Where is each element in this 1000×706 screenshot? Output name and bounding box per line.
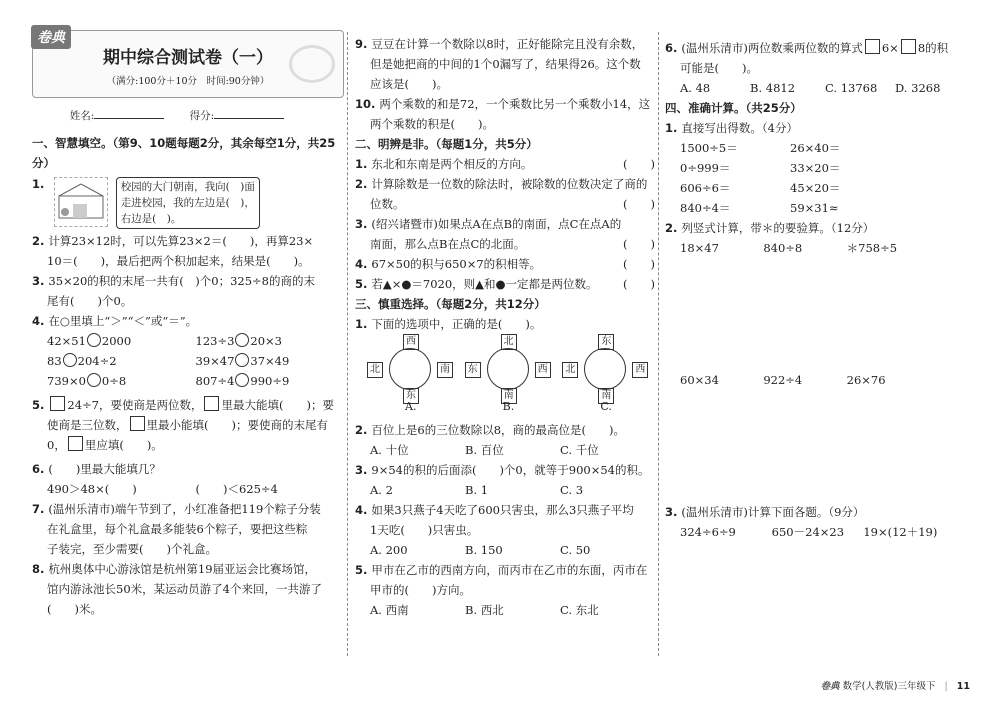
cloud-decoration-icon bbox=[289, 45, 335, 83]
exam-header bbox=[32, 30, 344, 98]
compass-option-c[interactable]: 东 北 西 南 C. bbox=[560, 334, 650, 416]
work-space[interactable] bbox=[665, 258, 975, 370]
judge-1: 1. 东北和东南是两个相反的方向。 ( ) bbox=[355, 157, 655, 171]
compass-option-b[interactable]: 北 东 西 南 B. bbox=[463, 334, 553, 416]
calc-2: 2. 列竖式计算，带＊的要验算。（12分） bbox=[665, 221, 875, 235]
score-label: 得分: bbox=[189, 110, 215, 122]
column-left: 卷典 期中综合测试卷（一） （满分:100分＋10分 时间:90分钟） 姓名: 得分: 一、智慧填空。（第9、10题每题2分，其余每空1分，共25分） 1. 校园的大门朝南，我向( )面 走进校园，我的左边是( )， 右边是( )。 2. 计算23×12时，可以先算23×2＝( )，再算23× 10＝( )，最后把两个积加起来，结果是( )。 3. 35×20的积的末尾一共有( )个0；325÷8的商的末 尾有( )个0。 4. 在○里填上“＞”“＜”或“＝”。 42×51 2000 123÷3 20×3 83 204÷2 39×47 37×49 739×0 0÷8 807÷4 990÷9 5. 24÷7，要使商是两位数， 里最大能填( )；要 使商是三位数， 里最小能填( )；要使商的末尾有 0， 里应填( )。 6. ( )里最大能填几？ 490＞48×( ) ( )＜625÷4 7. (温州乐清市)端午节到了，小红准备把119个粽子分装 在礼盒里，每个礼盒最多能装6个粽子，要把这些粽 子装完，至少需要( )个礼盒。 8. 杭州奥体中心游泳馆是杭州第19届亚运会比赛场馆， 馆内游泳池长50米，某运动员游了4个来回，一共游了 ( )米。 bbox=[32, 30, 344, 619]
section-2-heading: 二、明辨是非。（每题1分，共5分） bbox=[355, 137, 538, 151]
exam-subtitle: （满分:100分＋10分 时间:90分钟） bbox=[106, 76, 270, 87]
name-blank[interactable] bbox=[94, 118, 164, 119]
q4-row: 42×51 2000 123÷3 20×3 bbox=[47, 334, 282, 348]
q3: 3. 35×20的积的末尾一共有( )个0；325÷8的商的末 bbox=[32, 274, 315, 288]
q4-row: 83 204÷2 39×47 37×49 bbox=[47, 354, 290, 368]
calc-3: 3. (温州乐清市)计算下面各题。（9分） bbox=[665, 505, 865, 519]
compass-option-a[interactable]: 西 北 南 东 A. bbox=[365, 334, 455, 416]
work-space[interactable] bbox=[665, 390, 975, 502]
choice-1: 1. 下面的选项中，正确的是( )。 bbox=[355, 317, 542, 331]
brand-logo: 卷典 bbox=[31, 25, 71, 49]
compass-options bbox=[355, 334, 655, 420]
q4: 4. 在○里填上“＞”“＜”或“＝”。 bbox=[32, 314, 198, 328]
column-divider bbox=[347, 32, 348, 656]
q1: 1. 校园的大门朝南，我向( )面 走进校园，我的左边是( )， 右边是( )。 bbox=[32, 177, 344, 229]
q4-row: 739×0 0÷8 807÷4 990÷9 bbox=[47, 374, 290, 388]
q6: 6. ( )里最大能填几？ bbox=[32, 462, 161, 476]
page-title: 期中综合测试卷（一） bbox=[103, 48, 273, 68]
page-number: 11 bbox=[956, 681, 970, 692]
girl-figure-icon bbox=[389, 348, 431, 390]
section-3-heading: 三、慎重选择。（每题2分，共12分） bbox=[355, 297, 546, 311]
choice-4: 4. 如果3只燕子4天吃了600只害虫，那么3只燕子平均 bbox=[355, 503, 634, 517]
q10: 10. 两个乘数的和是72，一个乘数比另一个乘数小14，这 bbox=[355, 97, 651, 111]
judge-3: 3. (绍兴诸暨市)如果点A在点B的南面，点C在点A的 bbox=[355, 217, 622, 231]
judge-2: 2. 计算除数是一位数的除法时，被除数的位数决定了商的 bbox=[355, 177, 648, 191]
q2: 2. 计算23×12时，可以先算23×2＝( )，再算23× bbox=[32, 234, 314, 248]
calc-1: 1. 直接写出得数。（4分） bbox=[665, 121, 798, 135]
q8: 8. 杭州奥体中心游泳馆是杭州第19届亚运会比赛场馆， bbox=[32, 562, 317, 576]
column-middle: 9. 豆豆在计算一个数除以8时，正好能除完且没有余数， 但是她把商的中间的1个0漏写了，结果得26。这个数 应该是( )。 10. 两个乘数的和是72，一个乘数比另一个乘数小14，这 两个乘数的积是( )。 二、明辨是非。（每题1分，共5分） 1. 东北和东南是两个相反的方向。 ( ) 2. 计算除数是一位数的除法时，被除数的位数决定了商的 位数。 ( ) 3. (绍兴诸暨市)如果点A在点B的南面，点C在点A的 南面，那么点B在点C的北面。 ( ) 4. 67×50的积与650×7的积相等。 ( ) 5. 若▲×●＝7020，则▲和●一定都是两位数。 ( ) 三、慎重选择。（每题2分，共12分） 1. 下面的选项中，正确的是( )。 西 北 南 东 A. 北 东 西 南 B. 东 北 西 南 C. 2. 百位上是6的三位数除以8，商的最高位是( )。 A. 十位 B. 百位 C. 千位 3. 9×54的积的后面添( )个0，就等于900×54的积。 A. 2 B. 1 C. 3 4. 如果3只燕子4天吃了600只害虫，那么3只燕子平均 1天吃( )只害虫。 A. 200 B. 150 C. 50 5. 甲市在乙市的西南方向，而丙市在乙市的东面，丙市在 甲市的( )方向。 A. 西南 B. 西北 C. 东北 bbox=[355, 34, 655, 620]
choice-2: 2. 百位上是6的三位数除以8，商的最高位是( )。 bbox=[355, 423, 625, 437]
section-4-heading: 四、准确计算。（共25分） bbox=[665, 101, 802, 115]
q7: 7. (温州乐清市)端午节到了，小红准备把119个粽子分装 bbox=[32, 502, 321, 516]
name-label: 姓名: bbox=[69, 110, 95, 122]
girl-figure-icon bbox=[487, 348, 529, 390]
footer-logo: 卷典 bbox=[820, 681, 840, 692]
column-right: 6. (温州乐清市)两位数乘两位数的算式 6× 8的积 可能是( )。 A. 48 B. 4812 C. 13768 D. 3268 四、准确计算。（共25分） 1. 直接写出得数。（4分） 1500÷5＝ 26×40＝ 0÷999＝ 33×20＝ 606÷6＝ 45×20＝ 840÷4＝ 59×31≈ 2. 列竖式计算，带＊的要验算。（12分） 18×47 840÷8 ＊758÷5 60×34 922÷4 26×76 3. (温州乐清市)计算下面各题。（9分） 324÷6÷9 650－24×23 19×(12＋19) bbox=[665, 38, 975, 542]
judge-5: 5. 若▲×●＝7020，则▲和●一定都是两位数。 ( ) bbox=[355, 277, 655, 291]
school-gate-illustration-icon bbox=[54, 177, 108, 227]
score-blank[interactable] bbox=[214, 118, 284, 119]
q1-textbox: 校园的大门朝南，我向( )面 走进校园，我的左边是( )， 右边是( )。 bbox=[116, 177, 260, 229]
name-score-row bbox=[32, 108, 344, 123]
choice-3: 3. 9×54的积的后面添( )个0，就等于900×54的积。 bbox=[355, 463, 650, 477]
section-1-heading: 一、智慧填空。（第9、10题每题2分，其余每空1分，共25分） bbox=[32, 136, 336, 170]
choice-5: 5. 甲市在乙市的西南方向，而丙市在乙市的东面，丙市在 bbox=[355, 563, 648, 577]
girl-figure-icon bbox=[584, 348, 626, 390]
page-footer: 卷典 数学(人教版)三年级下 | 11 bbox=[820, 681, 970, 692]
footer-text: 数学(人教版)三年级下 bbox=[842, 681, 936, 692]
q5: 5. 24÷7，要使商是两位数， 里最大能填( )；要 bbox=[32, 398, 334, 412]
judge-4: 4. 67×50的积与650×7的积相等。 ( ) bbox=[355, 257, 655, 271]
column-divider bbox=[658, 32, 659, 656]
q6-choice: 6. (温州乐清市)两位数乘两位数的算式 6× 8的积 bbox=[665, 41, 949, 55]
q9: 9. 豆豆在计算一个数除以8时，正好能除完且没有余数， bbox=[355, 37, 644, 51]
